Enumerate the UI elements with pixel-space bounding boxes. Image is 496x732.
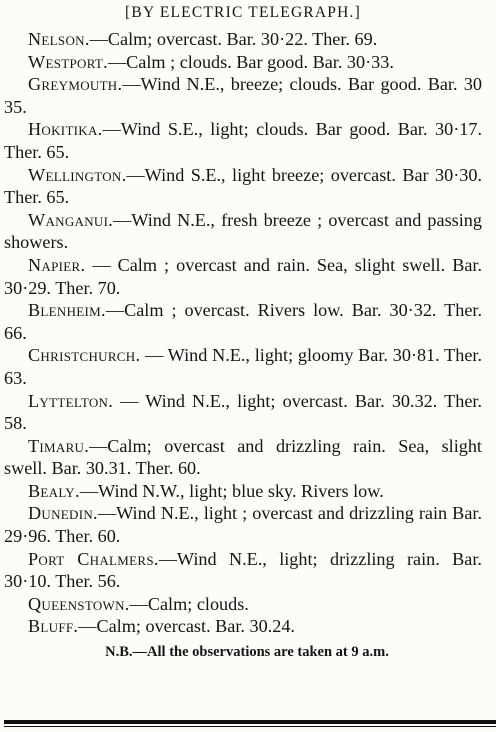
report-text: —Wind N.W., light; blue sky. Rivers low. [79, 480, 384, 501]
weather-report [4, 344, 482, 389]
column-heading: [BY ELECTRIC TELEGRAPH.] [125, 4, 361, 21]
place-name: Hokitika. [28, 119, 103, 140]
weather-report [4, 28, 482, 51]
report-text: —Wind N.E., fresh breeze ; overcast and passing showers. [4, 209, 482, 253]
place-name: Lyttelton. [28, 390, 114, 411]
report-text: —Wind N.E., light; drizzling rain. Bar. 30·10. Ther. 56. [4, 548, 482, 592]
place-name: Dunedin. [28, 503, 98, 524]
report-text: —Calm; overcast and drizzling rain. Sea, slight swell. Bar. 30.31. Ther. 60. [4, 435, 482, 479]
report-text: —Wind S.E., light breeze; overcast. Bar 30·30. Ther. 65. [4, 164, 482, 208]
weather-report [4, 390, 482, 435]
footnote: N.B.—All the observations are taken at 9 a.m. [105, 644, 389, 661]
place-name: Nelson. [28, 29, 90, 49]
place-name: Timaru. [28, 435, 90, 456]
place-name: Bluff. [28, 616, 79, 637]
weather-report [4, 502, 482, 547]
weather-report [4, 299, 482, 344]
report-text: —Calm; overcast. Bar. 30.24. [78, 616, 295, 637]
weather-report [4, 615, 482, 638]
place-name: Queenstown. [28, 593, 130, 614]
place-name: Blenheim. [28, 300, 106, 321]
report-text: — Calm ; overcast and rain. Sea, slight swell. Bar. 30·29. Ther. 70. [4, 254, 482, 298]
weather-report [4, 480, 482, 503]
place-name: Christchurch. [28, 345, 141, 366]
place-name: Napier. [28, 254, 86, 275]
report-text: —Wind N.E., breeze; clouds. Bar good. Bar. 30 35. [4, 74, 482, 117]
report-text: —Calm; clouds. [129, 593, 249, 614]
weather-report [4, 118, 482, 163]
report-text: —Wind S.E., light; clouds. Bar good. Bar. 30·17. Ther. 65. [4, 119, 482, 162]
place-name: Bealy. [28, 480, 80, 501]
report-text: —Calm ; clouds. Bar good. Bar. 30·33. [107, 51, 394, 72]
weather-report [4, 593, 482, 616]
weather-report [4, 209, 482, 254]
report-text: — Wind N.E., light; gloomy Bar. 30·81. Ther. 63. [4, 345, 482, 388]
thick-rule [4, 720, 496, 724]
report-text: —Wind N.E., light ; overcast and drizzling rain Bar. 29·96. Ther. 60. [4, 503, 482, 547]
place-name: Wellington. [28, 164, 127, 185]
thin-rule [4, 726, 496, 727]
weather-report [4, 164, 482, 209]
report-text: —Calm; overcast. Bar. 30·22. Ther. 69. [89, 29, 378, 49]
place-name: Westport. [28, 51, 108, 72]
weather-report [4, 51, 482, 74]
weather-report [4, 73, 482, 118]
weather-report [4, 548, 482, 593]
report-text: — Wind N.E., light; overcast. Bar. 30.32. Ther. 58. [4, 390, 482, 434]
report-text: —Calm ; overcast. Rivers low. Bar. 30·32. Ther. 66. [4, 300, 482, 343]
weather-report [4, 435, 482, 480]
place-name: Wanganui. [28, 209, 114, 230]
weather-report [4, 254, 482, 299]
place-name: Port Chalmers. [28, 548, 159, 569]
place-name: Greymouth. [28, 74, 123, 95]
weather-report-list [4, 28, 482, 638]
